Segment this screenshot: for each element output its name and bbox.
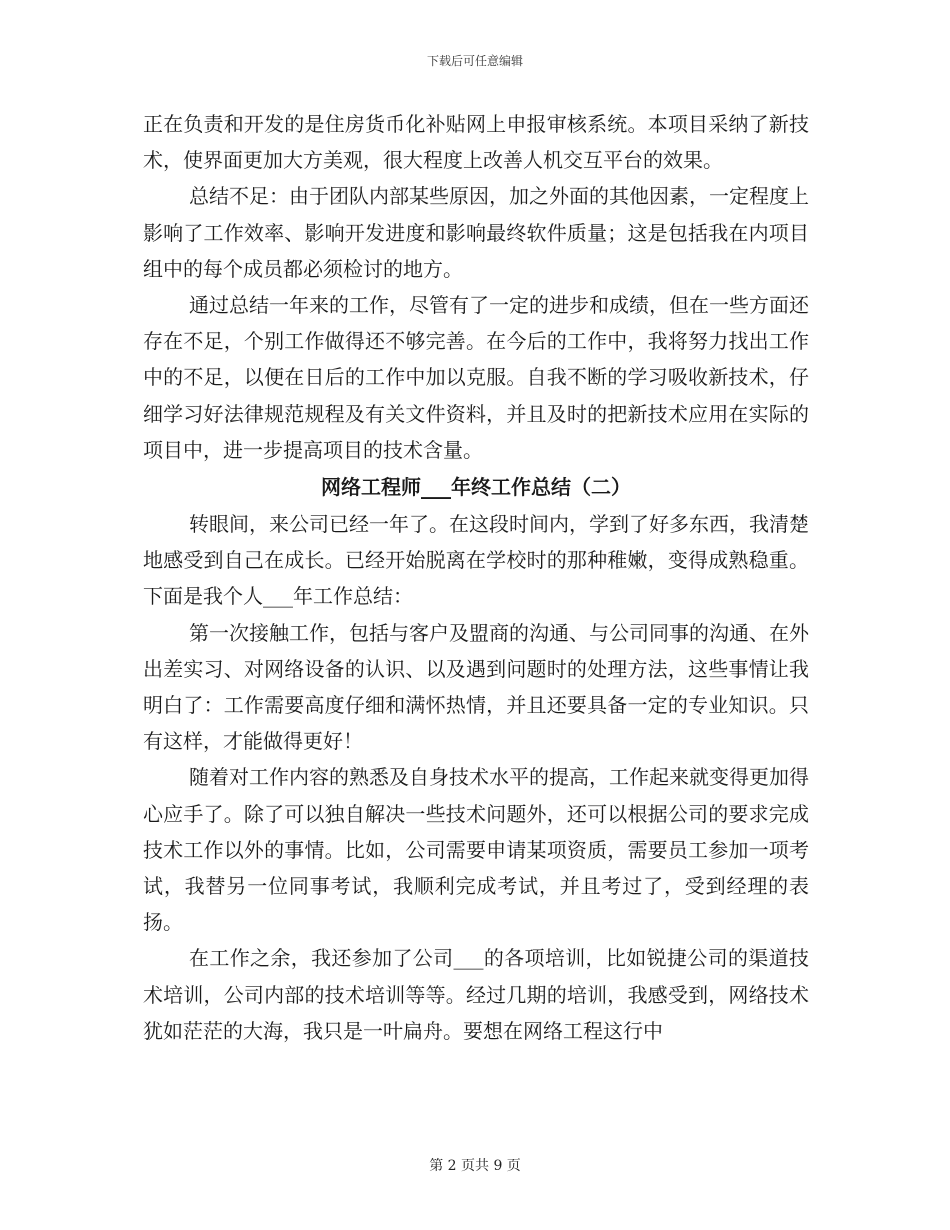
paragraph-continuation: 正在负责和开发的是住房货币化补贴网上申报审核系统。本项目采纳了新技术，使界面更加大方美观，很大程度上改善人机交互平台的效果。 — [143, 112, 809, 173]
page-header: 下载后可任意编辑 — [426, 54, 523, 68]
paragraph-skills: 随着对工作内容的熟悉及自身技术水平的提高，工作起来就变得更加得心应手了。除了可以独自解决一些技术问题外，还可以根据公司的要求完成技术工作以外的事情。比如，公司需要申请某项资质，需要员工参加一项考试，我替另一位同事考试，我顺利完成考试，并且考过了，受到经理的表扬。 — [143, 765, 809, 935]
paragraph-intro: 转眼间，来公司已经一年了。在这段时间内，学到了好多东西，我清楚地感受到自己在成长。已经开始脱离在学校时的那种稚嫩，变得成熟稳重。下面是我个人___年工作总结： — [143, 512, 809, 609]
paragraph-shortcomings: 总结不足：由于团队内部某些原因，加之外面的其他因素，一定程度上影响了工作效率、影响开发进度和影响最终软件质量；这是包括我在内项目组中的每个成员都必须检讨的地方。 — [143, 184, 809, 281]
document-body — [143, 106, 809, 1049]
paragraph-conclusion: 通过总结一年来的工作，尽管有了一定的进步和成绩，但在一些方面还存在不足，个别工作做得还不够完善。在今后的工作中，我将努力找出工作中的不足，以便在日后的工作中加以克服。自我不断的学习吸收新技术，仔细学习好法律规范规程及有关文件资料，并且及时的把新技术应用在实际的项目中，进一步提高项目的技术含量。 — [143, 293, 809, 462]
paragraph-first-work: 第一次接触工作，包括与客户及盟商的沟通、与公司同事的沟通、在外出差实习、对网络设备的认识、以及遇到问题时的处理方法，这些事情让我明白了：工作需要高度仔细和满怀热情，并且还要具备一定的专业知识。只有这样，才能做得更好！ — [143, 620, 809, 754]
page-footer: 第 2 页共 9 页 — [429, 1158, 521, 1174]
paragraph-training: 在工作之余，我还参加了公司___的各项培训，比如锐捷公司的渠道技术培训，公司内部的技术培训等等。经过几期的培训，我感受到，网络技术犹如茫茫的大海，我只是一叶扁舟。要想在网络工程这行中 — [143, 946, 809, 1043]
section-title: 网络工程师___年终工作总结（二） — [321, 475, 631, 500]
